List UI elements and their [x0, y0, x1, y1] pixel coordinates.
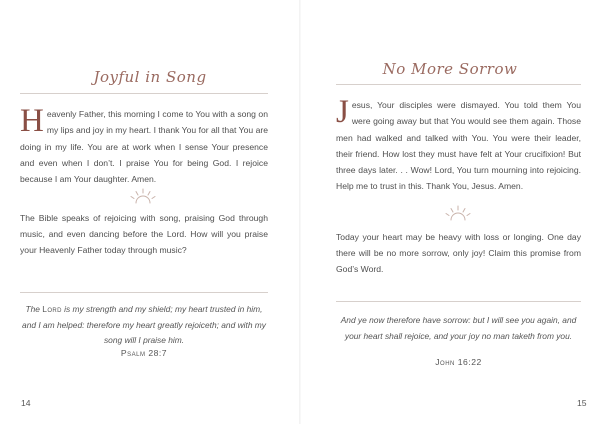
sunrise-icon	[443, 204, 473, 222]
prayer-text	[336, 94, 581, 195]
devotion-title: Joyful in Song	[93, 68, 207, 86]
verse-lord: Lord	[42, 304, 62, 314]
right-page	[300, 0, 600, 424]
prayer-text	[20, 103, 268, 187]
verse-start: The	[25, 304, 43, 314]
reflection-text: Today your heart may be heavy with loss or longing. One day there will be no more sorrow, only joy! Claim this promise from God’s Word.	[336, 232, 581, 274]
devotion-title: No More Sorrow	[382, 60, 518, 78]
prayer-body: esus, Your disciples were dismayed. You told them You were going away but that You would see them again. Those men had walked and talked with You. You were their leader, their friend. How lost they must have felt at Your crucifixion! But three days later. . . Wow! Lord, You turn mourning into rejoicing. Help me to trust in this. Thank You, Jesus. Amen.	[336, 100, 581, 192]
scripture-reference: John 16:22	[435, 357, 482, 367]
drop-cap: J	[336, 94, 349, 130]
sunrise-icon	[128, 187, 158, 205]
verse-divider	[336, 301, 581, 302]
scripture-verse	[20, 302, 268, 349]
drop-cap: H	[20, 103, 44, 139]
verse-divider	[20, 292, 268, 293]
title-divider	[336, 84, 581, 85]
scripture-verse: And ye now therefore have sorrow: but I will see you again, and your heart shall rejoice, and your joy no man taketh from you.	[340, 315, 577, 341]
prayer-body: eavenly Father, this morning I come to You with a song on my lips and joy in my heart. I thank You for all that You are doing in my life. You are at work when I sense Your presence and even when I don’t. I praise You for being God. I rejoice because I am Your daughter. Amen.	[20, 109, 268, 185]
page-number: 15	[577, 398, 587, 408]
verse-body: is my strength and my shield; my heart trusted in him, and I am helped: therefore my heart greatly rejoiceth; and with my song will I praise him.	[22, 304, 266, 345]
reflection-text: The Bible speaks of rejoicing with song, praising God through music, and even dancing before the Lord. How will you praise your Heavenly Father today through music?	[20, 213, 268, 255]
scripture-reference: Psalm 28:7	[120, 348, 168, 358]
page-number: 14	[21, 398, 31, 408]
title-divider	[20, 93, 268, 94]
